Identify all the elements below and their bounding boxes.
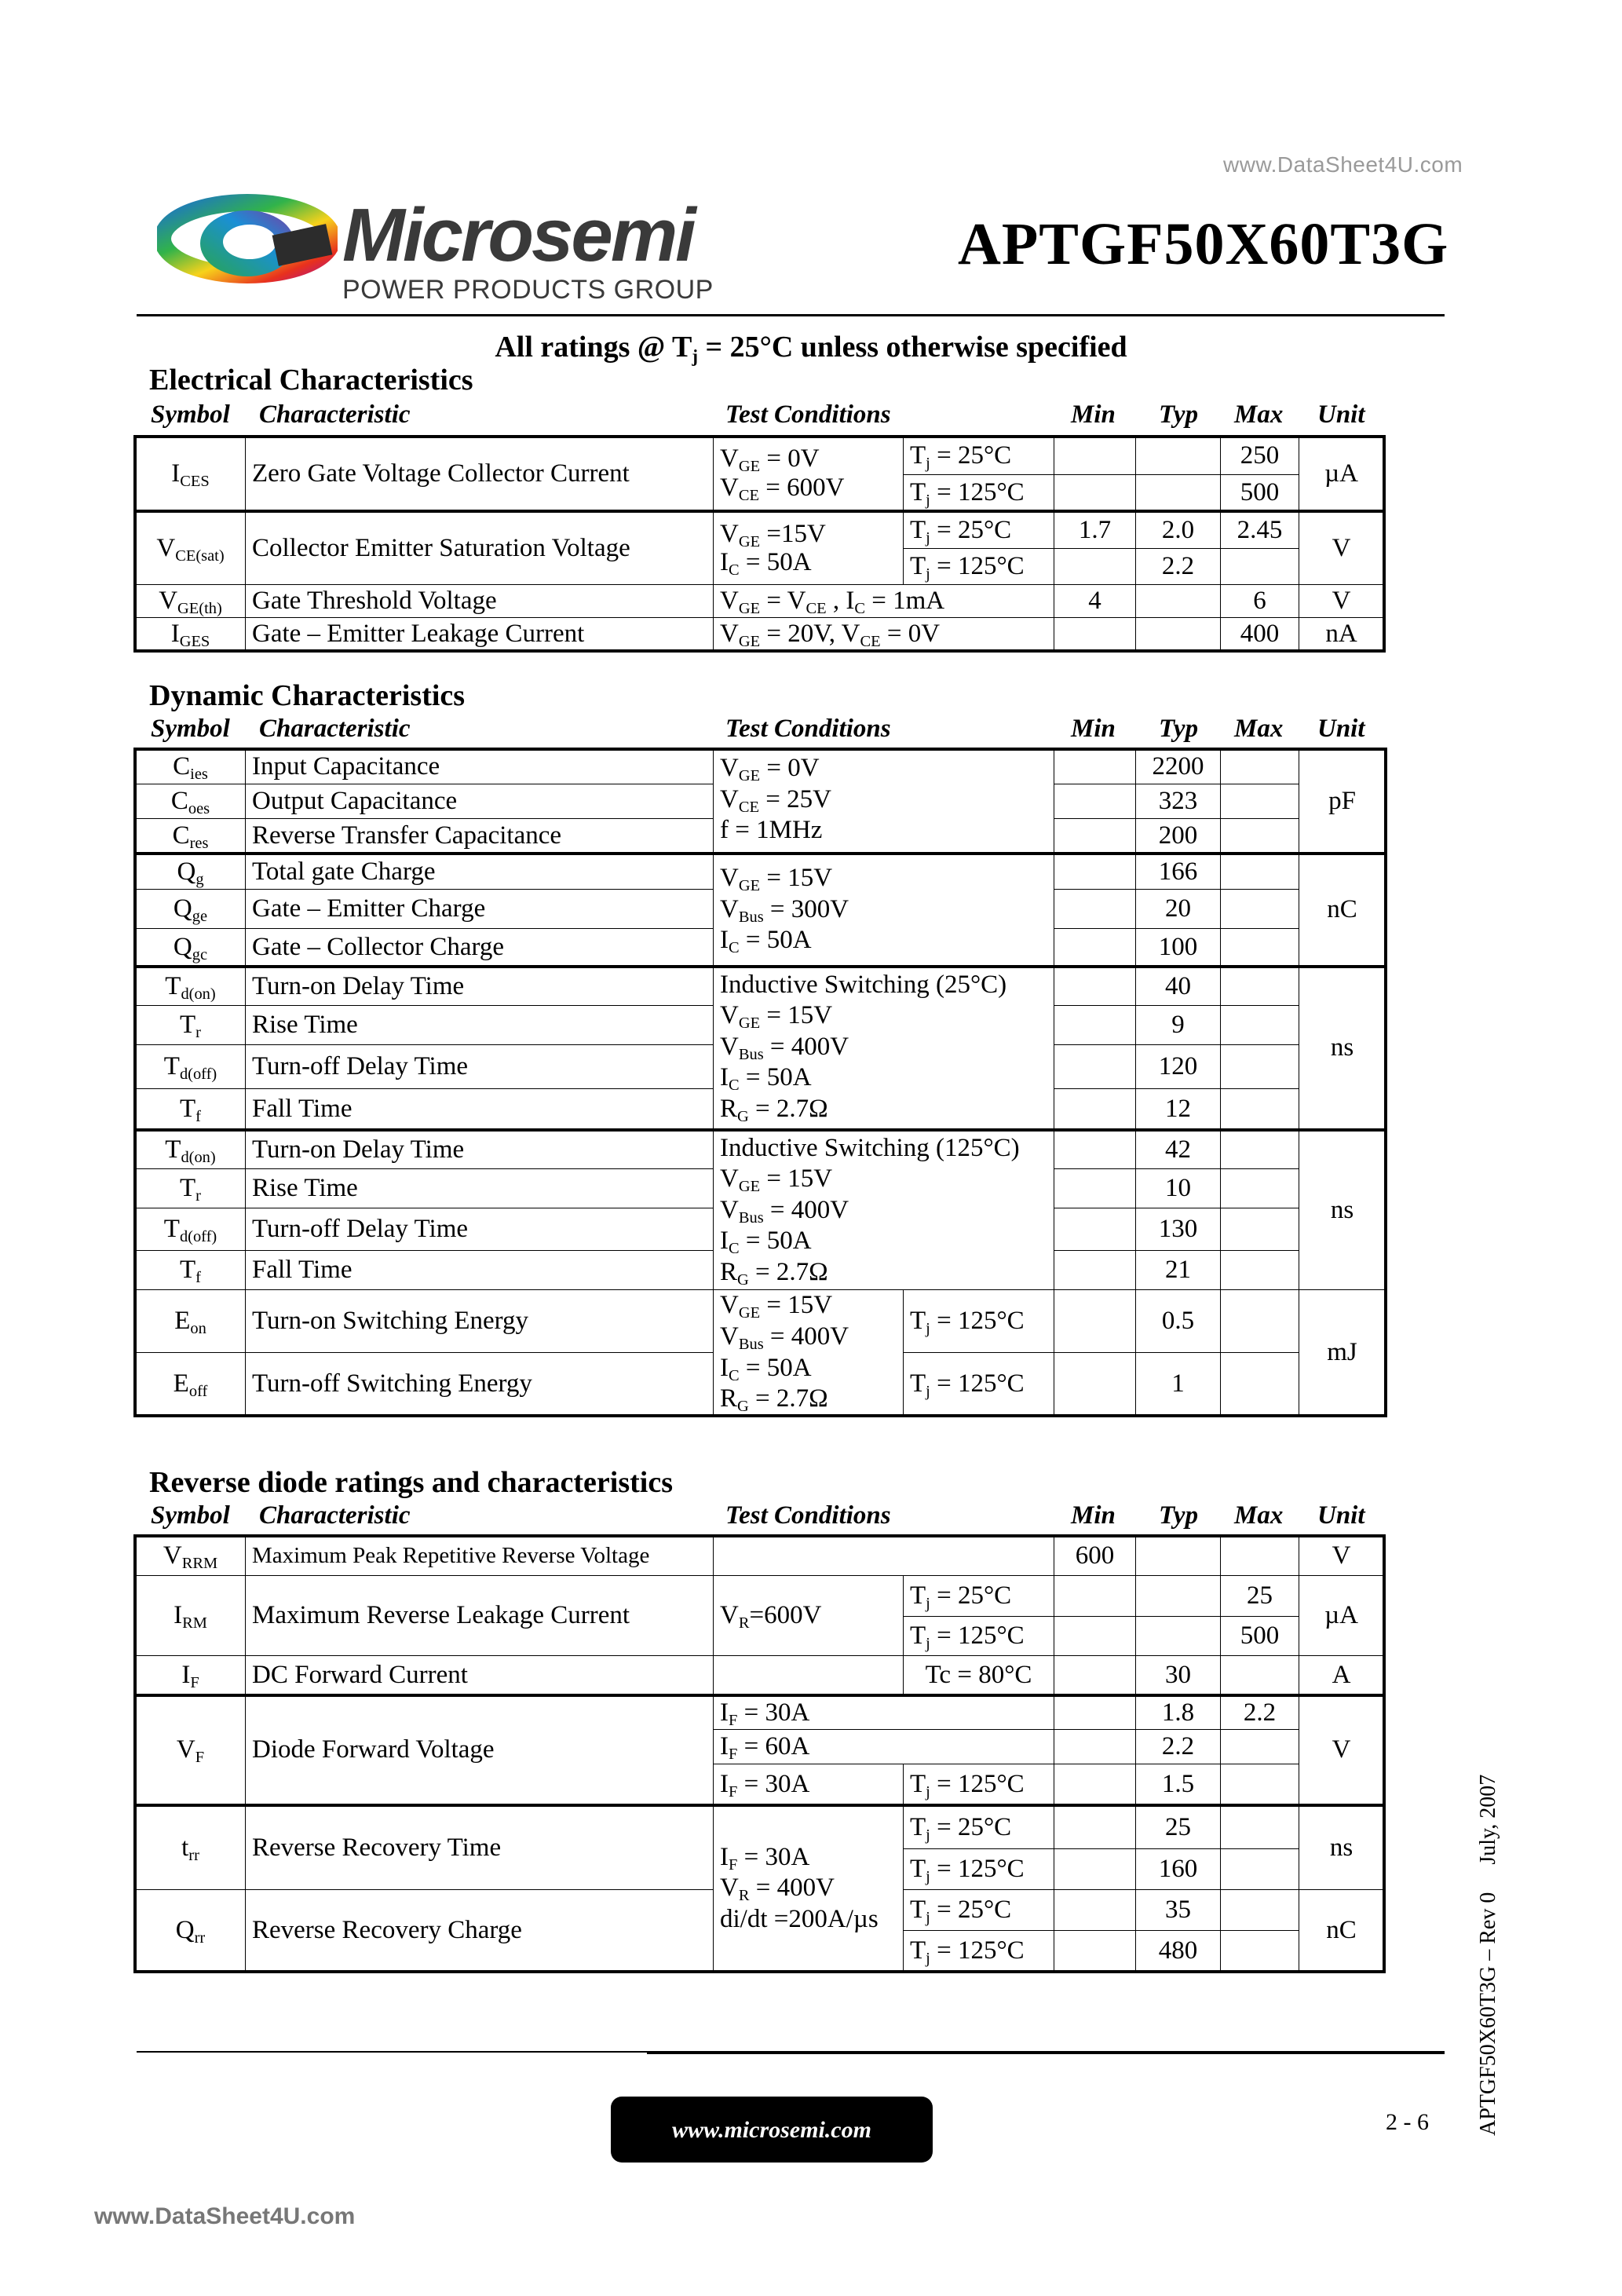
max-cell: 250	[1221, 437, 1299, 475]
typ-cell: 1.8	[1136, 1695, 1221, 1730]
symbol-cell: $C_{oes}$	[136, 784, 246, 819]
max-cell: 500	[1221, 1617, 1299, 1656]
tj-cell: $T_j = 25^\circ C$	[904, 1805, 1054, 1849]
min-cell: 600	[1054, 1537, 1136, 1576]
symbol-cell: $I_{GES}$	[136, 618, 246, 651]
unit-cell: V	[1299, 511, 1384, 585]
max-cell	[1221, 1931, 1299, 1972]
hdr-test-conditions: Test Conditions	[725, 1501, 891, 1530]
condition-cell: $V_R=600V$	[714, 1576, 904, 1656]
condition-cell: $I_F = 30A$	[714, 1764, 904, 1805]
max-cell	[1221, 1251, 1299, 1290]
tj-cell: $T_j = 125^\circ C$	[904, 475, 1054, 511]
hdr-unit: Unit	[1317, 400, 1365, 429]
table-row	[136, 967, 1386, 1006]
typ-cell: 40	[1136, 967, 1221, 1006]
condition-cell: $I_F = 60A$	[714, 1730, 1054, 1764]
page-number: 2 - 6	[1386, 2109, 1429, 2135]
max-cell	[1221, 1890, 1299, 1931]
table-row	[136, 1290, 1386, 1353]
ratings-note-suffix: = 25°C unless otherwise specified	[698, 331, 1127, 364]
table-row	[136, 1805, 1384, 1849]
tj-cell: $T_j = 125^\circ C$	[904, 1290, 1054, 1353]
unit-cell: µA	[1299, 1576, 1384, 1656]
top-rule	[137, 314, 1445, 316]
max-cell	[1221, 1045, 1299, 1089]
min-cell	[1054, 1617, 1136, 1656]
symbol-cell: $T_r$	[136, 1169, 246, 1208]
min-cell	[1054, 750, 1136, 784]
characteristic-cell: Gate – Emitter Leakage Current	[246, 618, 714, 651]
condition-cell: $V_{GE} =15V$ $I_C = 50A$	[714, 511, 904, 585]
min-cell	[1054, 967, 1136, 1006]
max-cell	[1221, 549, 1299, 585]
symbol-cell: $Q_{rr}$	[136, 1890, 246, 1972]
unit-cell: V	[1299, 1695, 1384, 1805]
ratings-note: All ratings @ $T_j = 25^\circ C$ unless otherwise specified	[495, 331, 1127, 366]
symbol-cell: $C_{ies}$	[136, 750, 246, 784]
min-cell	[1054, 1805, 1136, 1849]
symbol-cell: $T_f$	[136, 1251, 246, 1290]
min-cell	[1054, 1089, 1136, 1130]
typ-cell: 1.5	[1136, 1764, 1221, 1805]
hdr-typ: Typ	[1159, 715, 1199, 743]
min-cell: 4	[1054, 585, 1136, 618]
min-cell: 1.7	[1054, 511, 1136, 549]
characteristic-cell: Zero Gate Voltage Collector Current	[246, 437, 714, 511]
typ-cell	[1136, 437, 1221, 475]
min-cell	[1054, 1130, 1136, 1169]
typ-cell: 10	[1136, 1169, 1221, 1208]
symbol-cell: $V_{CE(sat)}$	[136, 511, 246, 585]
max-cell	[1221, 1764, 1299, 1805]
min-cell	[1054, 1251, 1136, 1290]
min-cell	[1054, 437, 1136, 475]
min-cell	[1054, 784, 1136, 819]
table-row	[136, 1537, 1384, 1576]
diode-table	[135, 1536, 1384, 1972]
tj-cell: $T_j = 125^\circ C$	[904, 1931, 1054, 1972]
tj-cell: $T_j = 25^\circ C$	[904, 1890, 1054, 1931]
characteristic-cell: Turn-on Switching Energy	[246, 1290, 714, 1353]
characteristic-cell: Output Capacitance	[246, 784, 714, 819]
symbol-cell: $V_{GE(th)}$	[136, 585, 246, 618]
unit-cell: A	[1299, 1656, 1384, 1695]
tj-cell: $T_j = 125^\circ C$	[904, 549, 1054, 585]
tj-cell: $T_j = 125^\circ C$	[904, 1617, 1054, 1656]
characteristic-cell: Rise Time	[246, 1169, 714, 1208]
characteristic-cell: Reverse Recovery Time	[246, 1805, 714, 1890]
max-cell	[1221, 1169, 1299, 1208]
min-cell	[1054, 819, 1136, 854]
min-cell	[1054, 549, 1136, 585]
dynamic-title: Dynamic Characteristics	[149, 679, 466, 712]
typ-cell	[1136, 1537, 1221, 1576]
condition-cell: $I_F = 30A$	[714, 1695, 1054, 1730]
symbol-cell: $Q_g$	[136, 854, 246, 890]
characteristic-cell: Turn-on Delay Time	[246, 1130, 714, 1169]
characteristic-cell: Input Capacitance	[246, 750, 714, 784]
table-row	[136, 1130, 1386, 1169]
typ-cell: 480	[1136, 1931, 1221, 1972]
characteristic-cell: Turn-off Delay Time	[246, 1045, 714, 1089]
hdr-symbol: Symbol	[151, 1501, 230, 1530]
min-cell	[1054, 1764, 1136, 1805]
min-cell	[1054, 1576, 1136, 1617]
table-row	[136, 437, 1384, 475]
typ-cell: 130	[1136, 1208, 1221, 1251]
tj-cell: $T_j = 25^\circ C$	[904, 511, 1054, 549]
condition-cell: $I_F = 30A$ $V_R = 400V$ di/dt =200A/µs	[714, 1805, 904, 1972]
typ-cell: 21	[1136, 1251, 1221, 1290]
typ-cell: 35	[1136, 1890, 1221, 1931]
characteristic-cell: Gate – Collector Charge	[246, 929, 714, 967]
symbol-cell: $T_{d(off)}$	[136, 1045, 246, 1089]
didt-cond: di/dt =200A/µs	[720, 1905, 879, 1934]
hdr-max: Max	[1234, 715, 1284, 743]
hdr-max: Max	[1234, 400, 1284, 429]
max-cell	[1221, 1805, 1299, 1849]
symbol-cell: $V_{RRM}$	[136, 1537, 246, 1576]
symbol-cell: $T_f$	[136, 1089, 246, 1130]
unit-cell: ns	[1299, 1130, 1386, 1290]
unit-cell: V	[1299, 585, 1384, 618]
unit-cell: V	[1299, 1537, 1384, 1576]
typ-cell: 20	[1136, 890, 1221, 929]
symbol-cell: $T_{d(on)}$	[136, 967, 246, 1006]
hdr-min: Min	[1071, 715, 1116, 743]
symbol-cell: $t_{rr}$	[136, 1805, 246, 1890]
min-cell	[1054, 618, 1136, 651]
table-row	[136, 1656, 1384, 1695]
unit-cell: ns	[1299, 1805, 1384, 1890]
hdr-symbol: Symbol	[151, 400, 230, 429]
typ-cell	[1136, 475, 1221, 511]
min-cell	[1054, 1656, 1136, 1695]
watermark-bottom: www.DataSheet4U.com	[94, 2203, 356, 2229]
footer-rule-left	[137, 2051, 647, 2053]
typ-cell	[1136, 585, 1221, 618]
hdr-max: Max	[1234, 1501, 1284, 1530]
max-cell	[1221, 1089, 1299, 1130]
typ-cell: 100	[1136, 929, 1221, 967]
unit-cell: µA	[1299, 437, 1384, 511]
max-cell: 400	[1221, 618, 1299, 651]
typ-cell: 2.0	[1136, 511, 1221, 549]
brand-name: Microsemi	[342, 193, 694, 277]
min-cell	[1054, 475, 1136, 511]
symbol-cell: $I_{CES}$	[136, 437, 246, 511]
typ-cell: 0.5	[1136, 1290, 1221, 1353]
min-cell	[1054, 1890, 1136, 1931]
min-cell	[1054, 1208, 1136, 1251]
max-cell	[1221, 1130, 1299, 1169]
brand-subtitle: POWER PRODUCTS GROUP	[342, 275, 714, 305]
characteristic-cell: Fall Time	[246, 1251, 714, 1290]
symbol-cell: $Q_{ge}$	[136, 890, 246, 929]
table-row	[136, 585, 1384, 618]
switching-125-title: Inductive Switching (125°C)	[720, 1133, 1020, 1162]
table-row	[136, 511, 1384, 549]
hdr-min: Min	[1071, 400, 1116, 429]
hdr-unit: Unit	[1317, 715, 1365, 743]
characteristic-cell: Collector Emitter Saturation Voltage	[246, 511, 714, 585]
typ-cell: 2200	[1136, 750, 1221, 784]
tj-cell: Tc = 80°C	[904, 1656, 1054, 1695]
symbol-cell: $C_{res}$	[136, 819, 246, 854]
typ-cell: 2.2	[1136, 1730, 1221, 1764]
max-cell: 25	[1221, 1576, 1299, 1617]
hdr-typ: Typ	[1159, 1501, 1199, 1530]
max-cell: 2.2	[1221, 1695, 1299, 1730]
electrical-table	[135, 437, 1384, 651]
min-cell	[1054, 1045, 1136, 1089]
hdr-test-conditions: Test Conditions	[725, 400, 891, 429]
characteristic-cell: Reverse Transfer Capacitance	[246, 819, 714, 854]
hdr-characteristic: Characteristic	[259, 400, 411, 429]
condition-cell: $V_{GE} = 20V$, $V_{CE} = 0V$	[714, 618, 1054, 651]
characteristic-cell: Maximum Peak Repetitive Reverse Voltage	[246, 1537, 714, 1576]
min-cell	[1054, 1695, 1136, 1730]
typ-cell	[1136, 1576, 1221, 1617]
typ-cell: 120	[1136, 1045, 1221, 1089]
condition-cell: $V_{GE} = 0V$ $V_{CE} = 25V$ f = 1MHz	[714, 750, 1054, 854]
table-row	[136, 618, 1384, 651]
unit-cell: pF	[1299, 750, 1386, 854]
max-cell	[1221, 967, 1299, 1006]
typ-cell	[1136, 618, 1221, 651]
symbol-cell: $T_{d(off)}$	[136, 1208, 246, 1251]
symbol-cell: $E_{off}$	[136, 1353, 246, 1416]
hdr-min: Min	[1071, 1501, 1116, 1530]
max-cell: 6	[1221, 585, 1299, 618]
max-cell	[1221, 1537, 1299, 1576]
min-cell	[1054, 1730, 1136, 1764]
typ-cell: 200	[1136, 819, 1221, 854]
symbol-cell: $Q_{gc}$	[136, 929, 246, 967]
typ-cell: 42	[1136, 1130, 1221, 1169]
condition-cell: Inductive Switching (25°C) $V_{GE} = 15V$ $V_{Bus} = 400V$ $I_C = 50A$ $R_G = 2.7\Omega$	[714, 967, 1054, 1130]
hdr-unit: Unit	[1317, 1501, 1365, 1530]
dynamic-table	[135, 749, 1386, 1416]
condition-cell: Inductive Switching (125°C) $V_{GE} = 15V$ $V_{Bus} = 400V$ $I_C = 50A$ $R_G = 2.7\Omega$	[714, 1130, 1054, 1290]
max-cell	[1221, 1849, 1299, 1890]
characteristic-cell: Total gate Charge	[246, 854, 714, 890]
characteristic-cell: Turn-off Switching Energy	[246, 1353, 714, 1416]
diode-title: Reverse diode ratings and characteristics	[149, 1466, 673, 1499]
min-cell	[1054, 929, 1136, 967]
typ-cell: 30	[1136, 1656, 1221, 1695]
hdr-characteristic: Characteristic	[259, 715, 411, 743]
symbol-cell: $T_{d(on)}$	[136, 1130, 246, 1169]
symbol-cell: $I_F$	[136, 1656, 246, 1695]
symbol-cell: $T_r$	[136, 1006, 246, 1045]
unit-cell: nC	[1299, 1890, 1384, 1972]
typ-cell: 166	[1136, 854, 1221, 890]
min-cell	[1054, 1290, 1136, 1353]
typ-cell: 9	[1136, 1006, 1221, 1045]
table-row	[136, 854, 1386, 890]
characteristic-cell: Rise Time	[246, 1006, 714, 1045]
min-cell	[1054, 890, 1136, 929]
characteristic-cell: Reverse Recovery Charge	[246, 1890, 714, 1972]
table-row	[136, 1695, 1384, 1730]
condition-cell: $V_{GE} = 15V$ $V_{Bus} = 300V$ $I_C = 50A$	[714, 854, 1054, 967]
tj-cell: $T_j = 125^\circ C$	[904, 1764, 1054, 1805]
typ-cell	[1136, 1617, 1221, 1656]
condition-cell: $V_{GE} = V_{CE}$ , $I_C = 1mA$	[714, 585, 1054, 618]
max-cell	[1221, 819, 1299, 854]
tj-cell: $T_j = 125^\circ C$	[904, 1353, 1054, 1416]
characteristic-cell: Turn-on Delay Time	[246, 967, 714, 1006]
watermark-top: www.DataSheet4U.com	[1223, 152, 1463, 177]
characteristic-cell: Diode Forward Voltage	[246, 1695, 714, 1805]
condition-cell: $V_{GE} = 15V$ $V_{Bus} = 400V$ $I_C = 50A$ $R_G = 2.7\Omega$	[714, 1290, 904, 1416]
characteristic-cell: Fall Time	[246, 1089, 714, 1130]
max-cell	[1221, 784, 1299, 819]
electrical-title: Electrical Characteristics	[149, 364, 473, 397]
characteristic-cell: Gate – Emitter Charge	[246, 890, 714, 929]
hdr-characteristic: Characteristic	[259, 1501, 411, 1530]
max-cell	[1221, 1730, 1299, 1764]
condition-cell: $V_{GE} = 0V$ $V_{CE} = 600V$	[714, 437, 904, 511]
min-cell	[1054, 1006, 1136, 1045]
max-cell	[1221, 854, 1299, 890]
tj-cell: $T_j = 25^\circ C$	[904, 437, 1054, 475]
typ-cell: 160	[1136, 1849, 1221, 1890]
max-cell	[1221, 1656, 1299, 1695]
typ-cell: 2.2	[1136, 549, 1221, 585]
min-cell	[1054, 1353, 1136, 1416]
hdr-typ: Typ	[1159, 400, 1199, 429]
typ-cell: 25	[1136, 1805, 1221, 1849]
microsemi-logo-icon	[157, 182, 338, 300]
symbol-cell: $E_{on}$	[136, 1290, 246, 1353]
website-link[interactable]: www.microsemi.com	[672, 2117, 871, 2143]
hdr-test-conditions: Test Conditions	[725, 715, 891, 743]
unit-cell: nA	[1299, 618, 1384, 651]
characteristic-cell: Turn-off Delay Time	[246, 1208, 714, 1251]
unit-cell: nC	[1299, 854, 1386, 967]
characteristic-cell: Maximum Reverse Leakage Current	[246, 1576, 714, 1656]
unit-cell: ns	[1299, 967, 1386, 1130]
min-cell	[1054, 854, 1136, 890]
symbol-cell: $I_{RM}$	[136, 1576, 246, 1656]
min-cell	[1054, 1169, 1136, 1208]
min-cell	[1054, 1849, 1136, 1890]
max-cell: 500	[1221, 475, 1299, 511]
typ-cell: 1	[1136, 1353, 1221, 1416]
max-cell	[1221, 1208, 1299, 1251]
table-row	[136, 750, 1386, 784]
part-number: APTGF50X60T3G	[958, 211, 1449, 277]
footer-rule-right	[647, 2051, 1445, 2054]
table-row	[136, 1576, 1384, 1617]
unit-cell: mJ	[1299, 1290, 1386, 1416]
hdr-symbol: Symbol	[151, 715, 230, 743]
typ-cell: 323	[1136, 784, 1221, 819]
symbol-cell: $V_F$	[136, 1695, 246, 1805]
max-cell: 2.45	[1221, 511, 1299, 549]
max-cell	[1221, 1006, 1299, 1045]
tj-cell: $T_j = 125^\circ C$	[904, 1849, 1054, 1890]
characteristic-cell: Gate Threshold Voltage	[246, 585, 714, 618]
condition-cell	[714, 1537, 1054, 1576]
min-cell	[1054, 1931, 1136, 1972]
tj-cell: $T_j = 25^\circ C$	[904, 1576, 1054, 1617]
max-cell	[1221, 929, 1299, 967]
max-cell	[1221, 890, 1299, 929]
revision-info: APTGF50X60T3G – Rev 0 July, 2007	[1476, 1774, 1500, 2136]
ratings-note-prefix: All ratings @ T	[495, 331, 692, 364]
condition-cell	[714, 1656, 904, 1695]
typ-cell: 12	[1136, 1089, 1221, 1130]
max-cell	[1221, 750, 1299, 784]
max-cell	[1221, 1353, 1299, 1416]
switching-25-title: Inductive Switching (25°C)	[720, 970, 1007, 999]
max-cell	[1221, 1290, 1299, 1353]
characteristic-cell: DC Forward Current	[246, 1656, 714, 1695]
